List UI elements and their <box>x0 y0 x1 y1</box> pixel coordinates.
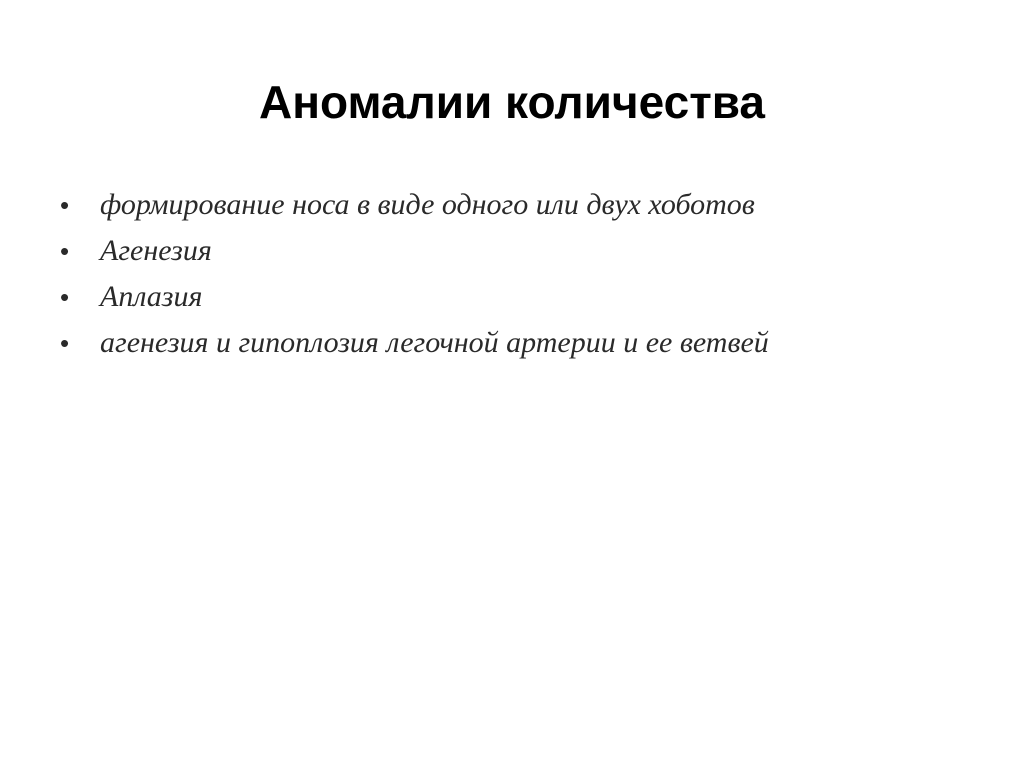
slide-title: Аномалии количества <box>259 76 765 128</box>
list-item <box>60 324 960 362</box>
bullet-icon: • <box>60 282 70 312</box>
list-item-text: формирование носа в виде одного или двух хоботов <box>100 188 755 221</box>
bullet-icon: • <box>60 236 70 266</box>
bullet-icon: • <box>60 190 70 220</box>
list-item <box>60 278 960 316</box>
list-item-text: Аплазия <box>100 280 203 313</box>
list-item-text: Агенезия <box>100 234 212 267</box>
bullet-icon: • <box>60 328 70 358</box>
bullet-list <box>60 186 960 370</box>
list-item <box>60 186 960 224</box>
list-item-text: агенезия и гипоплозия легочной артерии и ее ветвей <box>100 326 769 359</box>
list-item <box>60 232 960 270</box>
